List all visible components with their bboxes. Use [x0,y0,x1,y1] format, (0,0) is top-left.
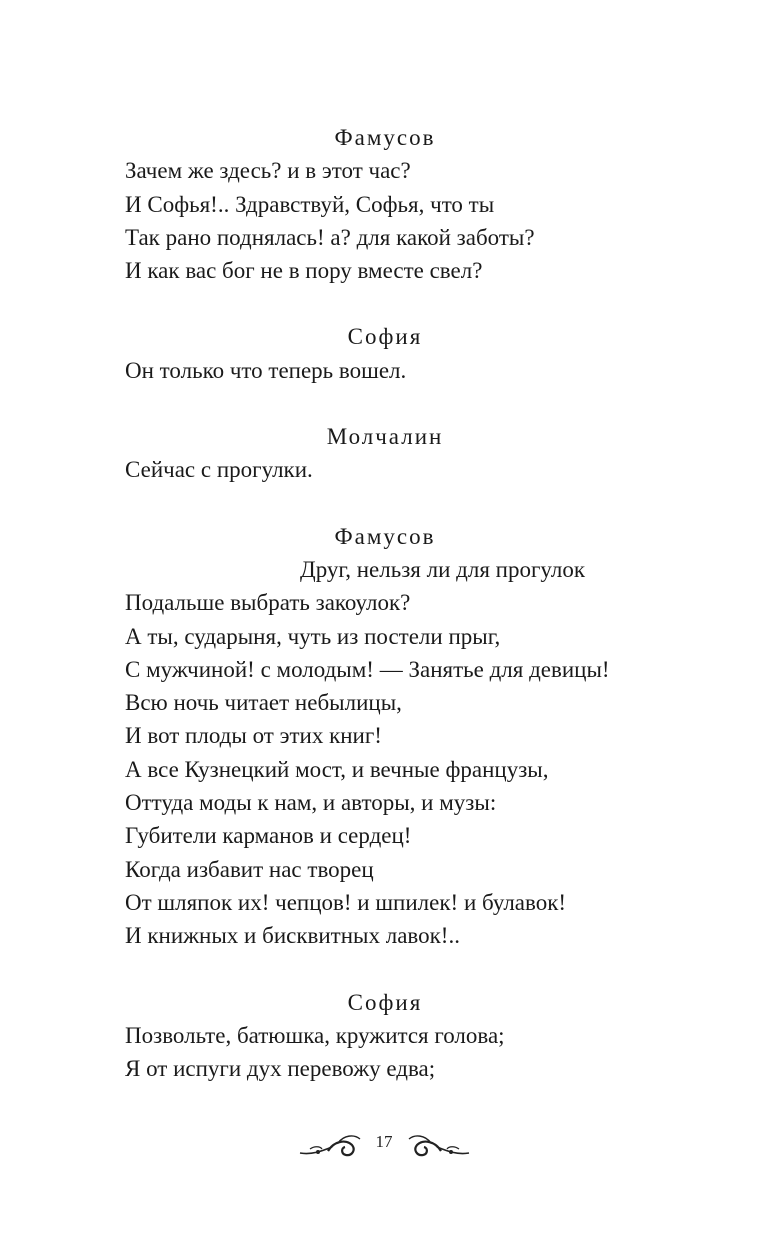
verse-line: И Софья!.. Здравствуй, Софья, что ты [125,191,495,217]
verse-line: А все Кузнецкий мост, и вечные французы, [125,756,549,782]
verse-line: И вот плоды от этих книг! [125,723,382,749]
verse-line: И как вас бог не в пору вместе свел? [125,258,483,284]
verse-line-indented: Друг, нельзя ли для прогулок [300,556,586,582]
passage-gap [125,487,685,520]
play-text [125,121,685,1085]
verse-line: От шляпок их! чепцов! и шпилек! и булавок! [125,889,567,915]
speaker-name: София [347,989,423,1015]
passage-gap [125,287,685,320]
verse-line: Позвольте, батюшка, кружится голова; [125,1022,505,1048]
speaker-name: София [347,324,423,350]
passage-gap [125,953,685,986]
verse-line: Он только что теперь вошел. [125,357,407,383]
verse-line: С мужчиной! с молодым! — Занятье для девицы! [125,656,610,682]
scroll-flourish-left-icon [298,1131,366,1161]
verse-line: Я от испуги дух перевожу едва; [125,1056,436,1082]
verse-line: Подальше выбрать закоулок? [125,590,411,616]
verse-line: И книжных и бисквитных лавок!.. [125,923,460,949]
scroll-flourish-right-icon [403,1131,471,1161]
speaker-name: Фамусов [334,125,436,150]
verse-line: Губители карманов и сердец! [125,823,412,849]
verse-line: Всю ночь читает небылицы, [125,690,402,716]
verse-line: Сейчас с прогулки. [125,457,313,483]
verse-line: Когда избавит нас творец [125,856,374,882]
page-number: 17 [375,1132,393,1151]
speaker-name: Молчалин [326,424,444,450]
verse-line: А ты, сударыня, чуть из постели прыг, [125,623,501,649]
verse-line: Так рано поднялась! а? для какой заботы? [125,224,535,250]
speaker-name: Фамусов [334,523,436,549]
passage-gap [125,387,685,420]
page-footer [0,1128,768,1164]
verse-line: Оттуда моды к нам, и авторы, и музы: [125,790,497,816]
verse-line: Зачем же здесь? и в этот час? [125,158,411,184]
